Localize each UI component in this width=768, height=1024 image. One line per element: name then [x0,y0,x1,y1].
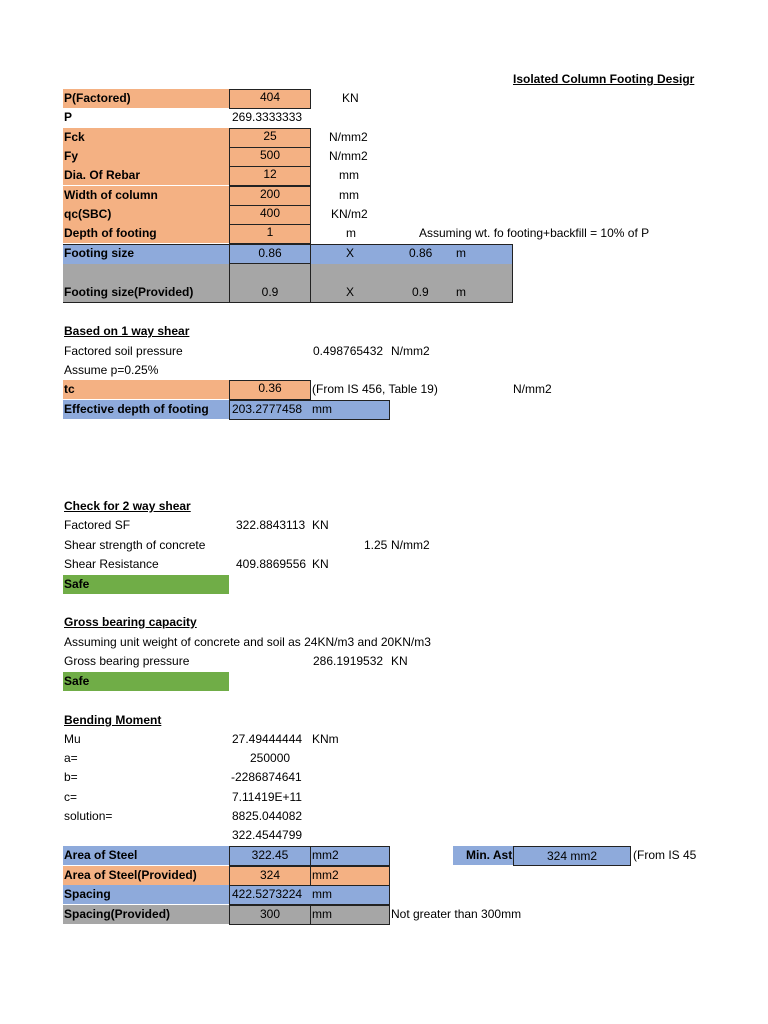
gross-heading: Gross bearing capacity [64,615,197,629]
fsp-label: Factored soil pressure [64,344,183,358]
sr-label: Shear Resistance [64,557,159,571]
p-factored-label: P(Factored) [64,91,131,105]
fck-label: Fck [64,130,85,144]
footing-size-unit: m [456,246,466,260]
dia-unit: mm [339,168,359,182]
tc-value[interactable]: 0.36 [229,380,311,400]
assume-p: Assume p=0.25% [64,363,159,377]
footing-size-x: X [346,246,355,260]
dia-value[interactable]: 12 [229,166,311,186]
footing-provided-x: X [346,285,355,299]
gross-assume: Assuming unit weight of concrete and soil as 24KN/m3 and 20KN/m3 [64,635,431,649]
eff-label: Effective depth of footing [64,402,209,416]
fck-value[interactable]: 25 [229,128,311,148]
fy-label: Fy [64,149,79,163]
sr-value: 409.8869556 [236,557,307,571]
width-unit: mm [339,188,359,202]
mu-unit: KNm [312,732,339,746]
tc-label: tc [64,382,75,396]
depth-label: Depth of footing [64,226,157,240]
footing-size-b: 0.86 [409,246,433,260]
mu-value: 27.49444444 [232,732,303,746]
tc-label-cell [63,380,229,399]
p-factored-unit: KN [342,91,359,105]
footing-provided-unit: m [456,285,466,299]
min-ast-ref: (From IS 45 [633,848,697,862]
a-label: a= [64,751,78,765]
footing-size-a: 0.86 [258,246,282,260]
spacing-unit: mm [312,887,332,901]
qc-value[interactable]: 400 [229,205,311,225]
spacing-provided-label: Spacing(Provided) [64,907,171,921]
p-value: 269.3333333 [232,110,303,124]
a-value: 250000 [250,751,291,765]
gross-status: Safe [64,674,90,688]
spacing-label: Spacing [64,887,111,901]
eff-unit: mm [312,402,332,416]
spacing-value: 422.5273224 [232,887,303,901]
ast-unit: mm2 [312,848,339,862]
ast-label: Area of Steel [64,848,138,862]
c-label: c= [64,790,78,804]
fck-label-cell [63,128,229,147]
solution-value-1: 8825.044082 [232,809,303,823]
fsf-value: 322.8843113 [236,518,306,532]
mu-label: Mu [64,732,81,746]
fsf-unit: KN [312,518,329,532]
two-way-status: Safe [64,577,90,591]
qc-unit: KN/m2 [331,207,368,221]
depth-value[interactable]: 1 [229,224,311,244]
width-value[interactable]: 200 [229,186,311,206]
page-title: Isolated Column Footing Desigr [513,72,695,86]
fsp-value: 0.498765432 [313,344,384,358]
footing-provided-b: 0.9 [412,285,429,299]
sr-unit: KN [312,557,329,571]
fsf-label: Factored SF [64,518,131,532]
gbp-label: Gross bearing pressure [64,654,190,668]
footing-provided-label: Footing size(Provided) [64,285,194,299]
astp-label: Area of Steel(Provided) [64,868,197,882]
ast-value: 322.45 [251,848,289,862]
ss-unit: N/mm2 [391,538,430,552]
tc-unit: N/mm2 [513,382,552,396]
min-ast-label: Min. Ast [466,848,513,862]
fck-unit: N/mm2 [329,130,368,144]
solution-value-2: 322.4544799 [232,828,303,842]
ss-value: 1.25 [364,538,388,552]
astp-value[interactable]: 324 [259,868,281,882]
fsp-unit: N/mm2 [391,344,430,358]
p-label: P [64,110,73,124]
gbp-value: 286.1919532 [313,654,384,668]
solution-label: solution= [64,809,113,823]
spacing-provided-note: Not greater than 300mm [391,907,522,921]
tc-ref: (From IS 456, Table 19) [312,382,438,396]
astp-unit: mm2 [312,868,339,882]
spacing-provided-unit: mm [312,907,332,921]
depth-unit: m [346,226,356,240]
gbp-unit: KN [391,654,408,668]
c-value: 7.11419E+11 [232,790,302,804]
one-way-heading: Based on 1 way shear [64,324,190,338]
bending-heading: Bending Moment [64,713,162,727]
qc-label: qc(SBC) [64,207,112,221]
two-way-heading: Check for 2 way shear [64,499,191,513]
eff-value: 203.2777458 [232,402,303,416]
depth-note: Assuming wt. fo footing+backfill = 10% of P [419,226,650,240]
width-label: Width of column [64,188,158,202]
b-label: b= [64,770,78,784]
b-value: -2286874641 [231,770,302,784]
spacing-provided-value[interactable]: 300 [259,907,281,921]
footing-size-label: Footing size [64,246,134,260]
fy-label-cell [63,147,229,166]
ss-label: Shear strength of concrete [64,538,206,552]
p-factored-value[interactable]: 404 [229,89,311,109]
min-ast-value: 324 mm2 [513,846,631,866]
footing-provided-a: 0.9 [261,285,279,299]
fy-value[interactable]: 500 [229,147,311,167]
dia-label: Dia. Of Rebar [64,168,141,182]
fy-unit: N/mm2 [329,149,368,163]
